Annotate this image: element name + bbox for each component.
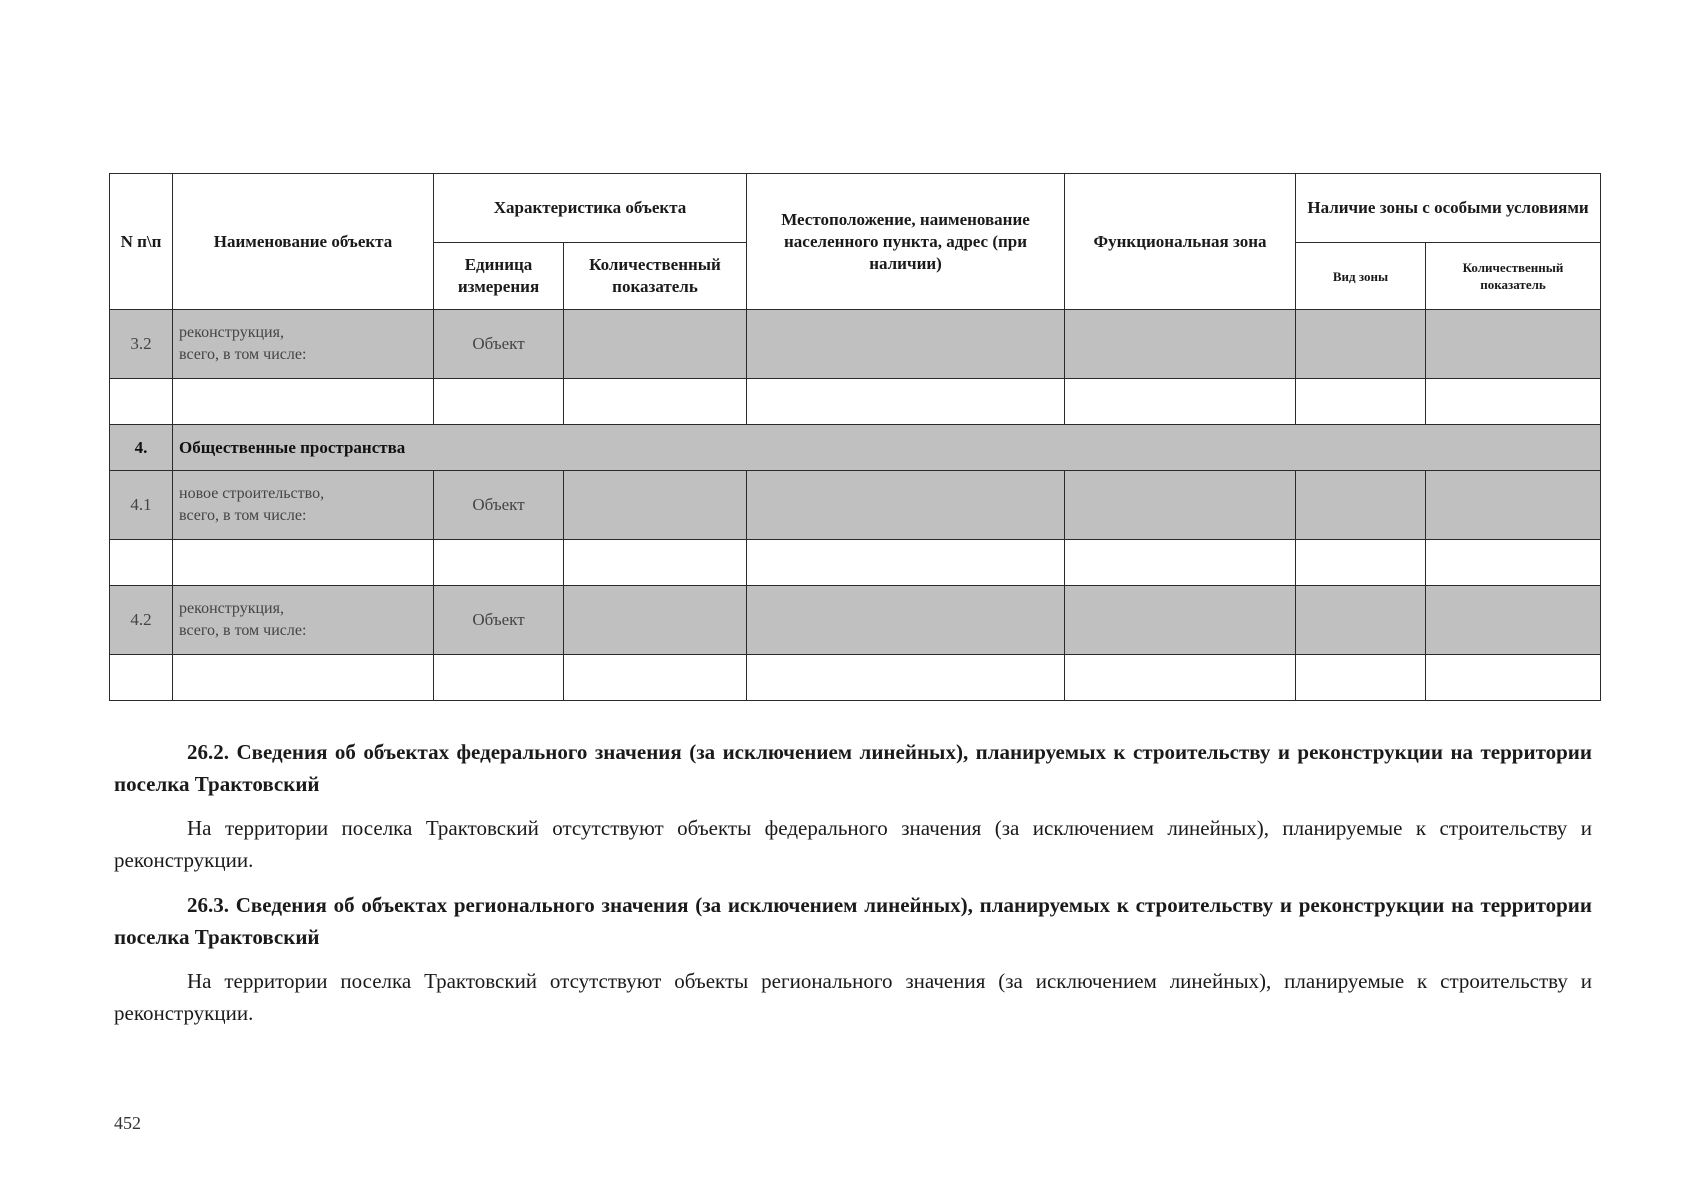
table-cell — [110, 379, 173, 425]
table-cell — [434, 655, 564, 701]
table-cell — [747, 471, 1065, 540]
table-row — [110, 471, 1601, 540]
table-cell — [1296, 655, 1426, 701]
header-location: Местоположение, наименование населенного пункта, адрес (при наличии) — [747, 174, 1065, 310]
body-text: На территории поселка Трактовский отсутствуют объекты регионального значения (за исключением линейных), планируемые к строительству и реконструкции. — [114, 969, 1592, 1025]
header-unit: Единица измерения — [434, 243, 564, 310]
section-heading-26-2 — [114, 736, 1592, 800]
header-name: Наименование объекта — [173, 174, 434, 310]
table-cell — [1426, 586, 1601, 655]
table-cell — [564, 471, 747, 540]
table-row — [110, 379, 1601, 425]
table-cell — [1065, 471, 1296, 540]
table-cell — [564, 655, 747, 701]
table-cell — [173, 655, 434, 701]
heading-text: 26.3. Сведения об объектах регионального значения (за исключением линейных), планируемых к строительству и реконструкции на территории поселка Трактовский — [114, 893, 1592, 949]
header-zone-type: Вид зоны — [1296, 243, 1426, 310]
header-functional-zone: Функциональная зона — [1065, 174, 1296, 310]
table-cell — [1065, 655, 1296, 701]
row-name-line: всего, в том числе: — [179, 346, 307, 363]
table-cell — [173, 540, 434, 586]
table-cell — [747, 310, 1065, 379]
heading-text: 26.2. Сведения об объектах федерального значения (за исключением линейных), планируемых к строительству и реконструкции на территории поселка Трактовский — [114, 740, 1592, 796]
table-cell — [747, 379, 1065, 425]
table-cell — [110, 540, 173, 586]
table-cell — [434, 379, 564, 425]
row-num: 3.2 — [110, 310, 173, 379]
header-characteristic: Характеристика объекта — [434, 174, 747, 243]
table-row — [110, 655, 1601, 701]
table-cell — [1296, 310, 1426, 379]
header-special-zone: Наличие зоны с особыми условиями — [1296, 174, 1601, 243]
table-cell — [747, 540, 1065, 586]
table-cell — [1426, 540, 1601, 586]
row-unit: Объект — [434, 310, 564, 379]
table-cell — [564, 540, 747, 586]
header-zone-quantity: Количественный показатель — [1426, 243, 1601, 310]
table-cell — [1065, 310, 1296, 379]
section-row — [110, 425, 1601, 471]
row-num: 4.1 — [110, 471, 173, 540]
section-heading-26-3 — [114, 889, 1592, 953]
row-num: 4.2 — [110, 586, 173, 655]
table-row — [110, 586, 1601, 655]
table-cell — [110, 655, 173, 701]
row-name-line: реконструкция, — [179, 600, 284, 617]
table-cell — [1065, 540, 1296, 586]
row-name-line: реконструкция, — [179, 324, 284, 341]
table-cell — [1065, 379, 1296, 425]
table-cell — [747, 655, 1065, 701]
table-cell — [747, 586, 1065, 655]
header-quantity: Количественный показатель — [564, 243, 747, 310]
table-cell — [1065, 586, 1296, 655]
section-title: Общественные пространства — [173, 425, 1601, 471]
table-cell — [1296, 471, 1426, 540]
table-cell — [434, 540, 564, 586]
table-cell — [564, 586, 747, 655]
table-cell — [1296, 586, 1426, 655]
body-text: На территории поселка Трактовский отсутствуют объекты федерального значения (за исключением линейных), планируемые к строительству и реконструкции. — [114, 816, 1592, 872]
page-number: 452 — [114, 1113, 141, 1133]
table-cell — [1426, 655, 1601, 701]
row-name-line: всего, в том числе: — [179, 622, 307, 639]
section-num: 4. — [110, 425, 173, 471]
table-row — [110, 310, 1601, 379]
table-cell — [1296, 379, 1426, 425]
row-unit: Объект — [434, 471, 564, 540]
table-cell — [564, 379, 747, 425]
section-body-26-3 — [114, 965, 1592, 1029]
row-unit: Объект — [434, 586, 564, 655]
row-name — [173, 586, 434, 655]
table-cell — [1296, 540, 1426, 586]
row-name — [173, 310, 434, 379]
objects-table — [109, 173, 1601, 701]
table-cell — [173, 379, 434, 425]
row-name — [173, 471, 434, 540]
row-name-line: всего, в том числе: — [179, 507, 307, 524]
section-body-26-2 — [114, 812, 1592, 876]
table-cell — [1426, 310, 1601, 379]
table-cell — [1426, 471, 1601, 540]
row-name-line: новое строительство, — [179, 485, 325, 502]
table-cell — [564, 310, 747, 379]
table-cell — [1426, 379, 1601, 425]
header-num: N п\п — [110, 174, 173, 310]
table-row — [110, 540, 1601, 586]
